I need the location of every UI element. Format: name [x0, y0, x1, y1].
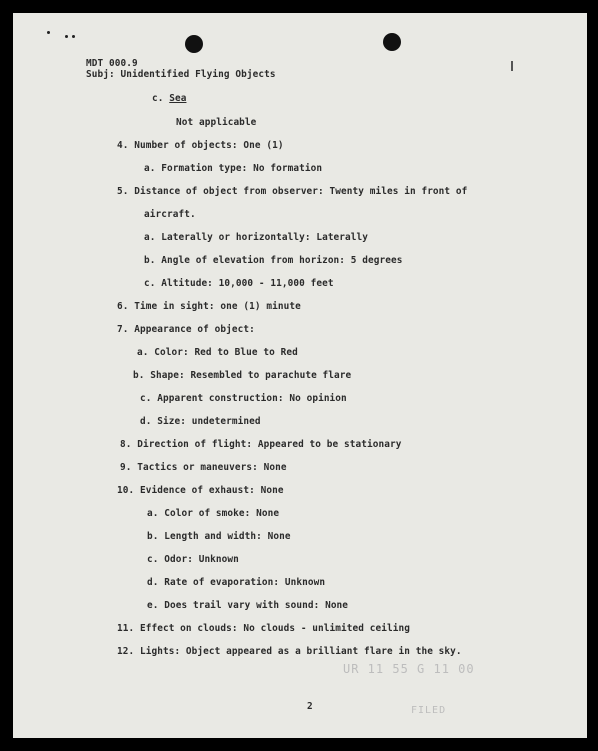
document-line: 9. Tactics or maneuvers: None [120, 462, 287, 473]
document-line: 12. Lights: Object appeared as a brilliant flare in the sky. [117, 646, 462, 657]
document-line: 6. Time in sight: one (1) minute [117, 301, 301, 312]
document-line: 7. Appearance of object: [117, 324, 255, 335]
document-line: 5. Distance of object from observer: Twenty miles in front of [117, 186, 468, 197]
document-reference: MDT 000.9 [86, 58, 138, 69]
margin-mark [511, 61, 513, 71]
punch-hole-left [185, 35, 203, 53]
ink-speck [47, 31, 50, 34]
document-line: d. Size: undetermined [140, 416, 261, 427]
received-stamp: UR 11 55 G 11 00 [343, 662, 475, 676]
document-page [13, 13, 587, 738]
document-line: c. Apparent construction: No opinion [140, 393, 347, 404]
document-line: Not applicable [176, 117, 257, 128]
document-line: d. Rate of evaporation: Unknown [147, 577, 326, 588]
document-line: a. Laterally or horizontally: Laterally [144, 232, 369, 243]
page-number: 2 [307, 701, 313, 712]
ink-speck [72, 35, 75, 38]
document-line: c. Altitude: 10,000 - 11,000 feet [144, 278, 334, 289]
document-line: c. Sea [152, 93, 187, 104]
document-line: a. Color of smoke: None [147, 508, 280, 519]
document-line: aircraft. [144, 209, 196, 220]
document-line: e. Does trail vary with sound: None [147, 600, 349, 611]
document-line: a. Color: Red to Blue to Red [137, 347, 298, 358]
document-line: b. Length and width: None [147, 531, 291, 542]
document-line: 11. Effect on clouds: No clouds - unlimited ceiling [117, 623, 410, 634]
document-line: b. Angle of elevation from horizon: 5 degrees [144, 255, 403, 266]
punch-hole-right [383, 33, 401, 51]
ink-speck [65, 35, 68, 38]
document-line: b. Shape: Resembled to parachute flare [133, 370, 352, 381]
document-line: 8. Direction of flight: Appeared to be stationary [120, 439, 402, 450]
document-line: a. Formation type: No formation [144, 163, 323, 174]
document-line: c. Odor: Unknown [147, 554, 239, 565]
document-subject: Subj: Unidentified Flying Objects [86, 69, 276, 80]
document-line: 4. Number of objects: One (1) [117, 140, 284, 151]
filed-stamp: FILED [411, 705, 447, 716]
document-line: 10. Evidence of exhaust: None [117, 485, 284, 496]
